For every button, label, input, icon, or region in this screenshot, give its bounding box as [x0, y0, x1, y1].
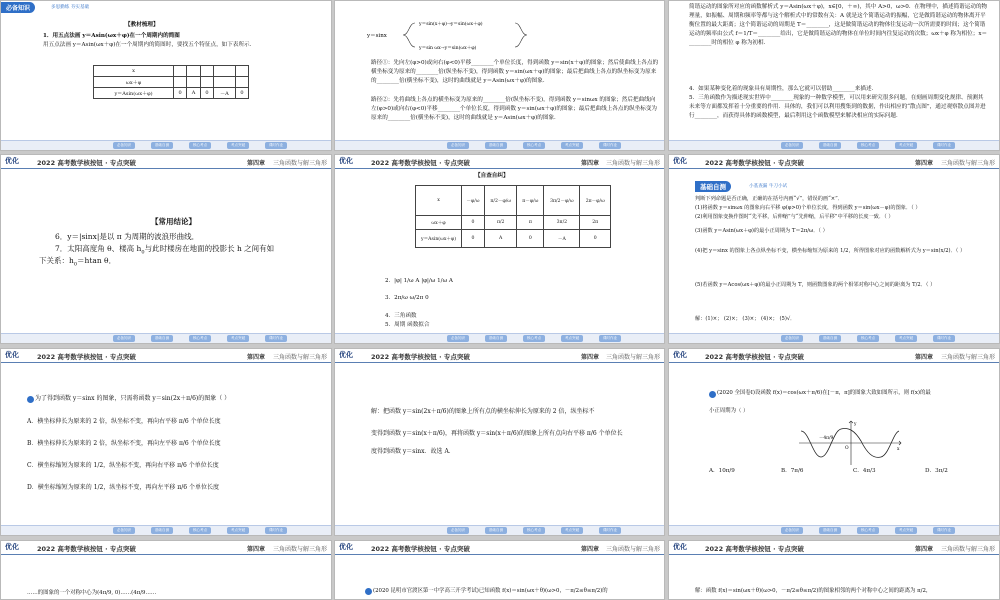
answer-2: 2．|φ| 1/ω A |φ|/ω 1/ω A: [385, 278, 453, 284]
nav-button[interactable]: 课时作业: [265, 527, 287, 534]
logo: 优化: [5, 542, 19, 551]
graph-label-x-axis: x: [897, 447, 900, 452]
slide-header: [1, 349, 331, 363]
option-b[interactable]: B．7π/6: [781, 468, 804, 474]
nav-button[interactable]: 课时作业: [933, 335, 955, 342]
heading: 【自查自纠】: [475, 173, 509, 179]
chapter: 第四章: [581, 160, 600, 167]
heading: 【教材梳理】: [125, 22, 159, 28]
nav-button[interactable]: 必备知识: [447, 335, 469, 342]
option-d[interactable]: D．横坐标缩短为原来的 1/2，纵坐标不变，再向左平移 π/6 个单位长度: [27, 484, 219, 491]
nav-button[interactable]: 基础自测: [151, 335, 173, 342]
deck-title: 2022 高考数学核按钮 · 专点突破: [371, 353, 470, 361]
footer-nav: [335, 525, 664, 535]
nav-button[interactable]: 核心考点: [857, 142, 879, 149]
nav-button[interactable]: 课时作业: [599, 142, 621, 149]
chapter-name: 三角函数与解三角形: [605, 354, 660, 361]
slide-2[interactable]: [334, 0, 665, 151]
slide-header: [669, 541, 999, 555]
logo: 优化: [5, 350, 19, 359]
footer-nav: [1, 140, 331, 150]
question-stem-cont: 小正周期为（ ）: [709, 408, 749, 414]
nav-button[interactable]: 课时作业: [599, 335, 621, 342]
nav-button[interactable]: 考点突破: [227, 527, 249, 534]
cosine-graph: [795, 417, 905, 469]
graph-label-y-axis: y: [854, 422, 857, 427]
answer-4: 4．三角函数: [385, 313, 417, 319]
five-point-table: x ωx＋φ y＝Asin(ωx＋φ) 0 A 0 －A 0: [93, 65, 249, 99]
deck-title: 2022 高考数学核按钮 · 专点突破: [705, 353, 804, 361]
path1-text: 路径①：先向左(φ>0)或向右(φ<0)平移________个单位长度，得到函数 y＝sin(x＋φ)的图象；然后使曲线上各点的横坐标变为原来的________倍(纵坐标不变)，得到函数 y＝sin(ωx＋φ)的图象；最后把曲线上各点的纵坐标变为原来的________倍(横坐标不变)，这时的曲线就是 y＝Asin(ωx＋φ)的图象．: [371, 60, 659, 84]
partial-solution: 解：函数 f(x)＝sin(ωx＋θ)(ω>0，－π/2≤θ≤π/2)的图象相邻的两个对称中心之间的距离为 π/2，: [695, 588, 932, 594]
graph-label-x-intercept: －4π/9: [819, 436, 834, 441]
chapter-name: 三角函数与解三角形: [605, 546, 660, 553]
nav-button[interactable]: 基础自测: [151, 142, 173, 149]
question-stem: (2020 全国卷Ⅰ)设函数 f(x)＝cos(ωx＋π/6)在[－π，π]的图象大致如图所示，则 f(x)的最: [717, 390, 931, 396]
nav-button[interactable]: 必备知识: [781, 335, 803, 342]
chapter-name: 三角函数与解三角形: [605, 160, 660, 167]
logo: 优化: [5, 156, 19, 165]
nav-button[interactable]: 考点突破: [895, 335, 917, 342]
nav-button[interactable]: 核心考点: [857, 335, 879, 342]
judge-intro: 判断下列命题是否正确，正确的在括号内画“√”，错误的画“×”．: [695, 196, 843, 202]
nav-button[interactable]: 核心考点: [857, 527, 879, 534]
nav-button[interactable]: 必备知识: [113, 335, 135, 342]
nav-button[interactable]: 基础自测: [485, 335, 507, 342]
logo: 优化: [339, 542, 353, 551]
question-number-badge: [709, 391, 716, 398]
deck-title: 2022 高考数学核按钮 · 专点突破: [705, 545, 804, 553]
solution-line-2: 变得到函数 y＝sin(x＋π/6)，再将函数 y＝sin(x＋π/6)的图象上所有点向右平移 π/6 个单位长: [371, 430, 623, 437]
item-text: 用五点法画 y＝Asin(ωx＋φ)在一个周期内的简图时，要找五个特征点，如下表所示．: [43, 42, 256, 48]
judge-q2: (2)利用图象变换作图时“先平移，后伸缩”与“先伸缩，后平移”中平移的长度一致．（ ）: [695, 214, 894, 220]
question-stem: 为了得到函数 y＝sinx 的图象，只需将函数 y＝sin(2x＋π/6)的图象（ ）: [35, 395, 231, 402]
nav-button[interactable]: 核心考点: [523, 335, 545, 342]
nav-button[interactable]: 基础自测: [485, 142, 507, 149]
nav-button[interactable]: 核心考点: [189, 142, 211, 149]
nav-button[interactable]: 必备知识: [781, 142, 803, 149]
nav-button[interactable]: 课时作业: [265, 335, 287, 342]
deck-title: 2022 高考数学核按钮 · 专点突破: [705, 159, 804, 167]
footer-nav: [1, 333, 331, 343]
logo: 优化: [673, 156, 687, 165]
diagram-label-top: y＝sin(x＋φ)→y＝sin(ωx＋φ): [419, 22, 483, 27]
diagram-label-bottom: y＝sin ωx→y＝sin(ωx＋φ): [419, 46, 477, 51]
nav-button[interactable]: 基础自测: [819, 335, 841, 342]
nav-button[interactable]: 考点突破: [227, 142, 249, 149]
deck-title: 2022 高考数学核按钮 · 专点突破: [37, 159, 136, 167]
logo: 优化: [673, 350, 687, 359]
slide-11[interactable]: [334, 540, 665, 600]
chapter: 第四章: [247, 160, 266, 167]
deck-title: 2022 高考数学核按钮 · 专点突破: [37, 545, 136, 553]
nav-button[interactable]: 基础自测: [819, 142, 841, 149]
conclusion-7-cont: 下关系：$h_0=htan$ θ．: [39, 256, 117, 268]
judge-answer: 解：(1)×； (2)×； (3)×； (4)×； (5)√．: [695, 316, 796, 322]
slide-4[interactable]: [0, 154, 332, 344]
slide-10[interactable]: [0, 540, 332, 600]
answer-3: 3．2π/ω ω/2π 0: [385, 295, 429, 301]
partial-text: ……的图象的一个对称中心为(4π/9, 0)……(4π/9……: [27, 590, 157, 596]
solution-line-3: 度得到函数 y＝sinx．故选 A．: [371, 448, 455, 455]
deck-title: 2022 高考数学核按钮 · 专点突破: [371, 545, 470, 553]
path2-text: 路径②：先将曲线上各点的横坐标变为原来的________倍(纵坐标不变)，得到函数 y＝sinωx 的图象；然后把曲线向左(φ>0)或向右(φ<0)平移________个单位长度，得到函数 y＝sin(ωx＋φ)的图象；最后把曲线上各点的纵坐标变为原来的________倍(横坐标不变)，这时的曲线就是 y＝Asin(ωx＋φ)的图象．: [371, 97, 658, 121]
answer-5: 5．周期 函数拟合: [385, 322, 430, 328]
harmonic-text: 简谐运动的图象所对应的函数解析式 y＝Asin(ωx＋φ)，x∈[0，＋∞)，其中 A>0，ω>0．在物理中，描述简谐运动的物理量，如振幅、周期和频率等都与这个解析式中的常数有关：A 就是这个简谐运动的振幅，它是做简谐运动的物体离开平衡位置的最大距离；这个简谐运动的周期是 T＝________，这是做简谐运动的物体往复运动一次所需要的时间；这个简谐运动的频率由公式 f＝1/T＝________给出，它是做简谐运动的物体在单位时间内往复运动的次数；ωx＋φ 称为相位；x＝________时的相位 φ 称为初相．: [689, 4, 988, 46]
nav-button[interactable]: 课时作业: [265, 142, 287, 149]
option-b[interactable]: B．横坐标伸长为原来的 2 倍，纵坐标不变，再向左平移 π/6 个单位长度: [27, 440, 221, 447]
chapter-name: 三角函数与解三角形: [940, 354, 995, 361]
nav-button[interactable]: 核心考点: [189, 335, 211, 342]
logo: 优化: [339, 350, 353, 359]
slide-9[interactable]: [668, 348, 1000, 536]
slide-header: [669, 155, 999, 169]
slide-header: [335, 155, 664, 169]
deck-title: 2022 高考数学核按钮 · 专点突破: [37, 353, 136, 361]
slide-7[interactable]: [0, 348, 332, 536]
conclusion-6: 6．y＝|sinx|是以 π 为周期的波浪形曲线．: [55, 232, 200, 241]
chapter: 第四章: [247, 546, 266, 553]
judge-q4: (4)把 y＝sinx 的图象上各点纵坐标不变，横坐标缩短为原来的 1/2，所得图象对应的函数解析式为 y＝sin(x/2)．（ ）: [695, 248, 966, 254]
section-tag-subtitle: 小基查漏 牛刀小试: [749, 184, 788, 189]
judge-q1: (1)将函数 y＝sinωx 的图象向右平移 φ(φ>0)个单位长度，得到函数 y＝sin(ωx－φ)的图象．（ ）: [695, 205, 921, 211]
chapter-name: 三角函数与解三角形: [272, 546, 327, 553]
chapter-name: 三角函数与解三角形: [940, 546, 995, 553]
nav-button[interactable]: 基础自测: [485, 527, 507, 534]
nav-button[interactable]: 考点突破: [227, 335, 249, 342]
footer-nav: [335, 140, 664, 150]
nav-button[interactable]: 核心考点: [523, 527, 545, 534]
nav-button[interactable]: 必备知识: [113, 527, 135, 534]
slide-header: [669, 349, 999, 363]
nav-button[interactable]: 基础自测: [819, 527, 841, 534]
footer-nav: [669, 525, 999, 535]
logo: 优化: [673, 542, 687, 551]
chapter: 第四章: [915, 354, 934, 361]
slide-3[interactable]: [668, 0, 1000, 151]
nav-button[interactable]: 必备知识: [447, 142, 469, 149]
question-number-badge: [27, 396, 34, 403]
chapter: 第四章: [581, 546, 600, 553]
slide-header: [1, 541, 331, 555]
footer-nav: [669, 333, 999, 343]
nav-button[interactable]: 考点突破: [561, 142, 583, 149]
chapter-name: 三角函数与解三角形: [272, 160, 327, 167]
partial-question: (2020 昆明市官渡区第一中学高三开学考试)已知函数 f(x)＝sin(ωx＋θ)(ω>0，－π/2≤θ≤π/2)的: [373, 588, 608, 594]
item4-text: 4．如果某种变化着的现象具有周期性，那么它就可以借助________来描述．: [689, 86, 878, 92]
footer-nav: [669, 140, 999, 150]
logo: 优化: [339, 156, 353, 165]
nav-button[interactable]: 必备知识: [113, 142, 135, 149]
slide-5[interactable]: [334, 154, 665, 344]
answer-table: x －φ/ω π/2－φ/ω π－φ/ω 3π/2－φ/ω 2π－φ/ω ωx＋φ 0 π/2 π 3π/2 2π y＝Asin(ωx＋φ) 0 A 0 －A 0: [415, 185, 611, 248]
nav-button[interactable]: 课时作业: [599, 527, 621, 534]
chapter-name: 三角函数与解三角形: [272, 354, 327, 361]
slide-header: [335, 349, 664, 363]
diagram-label-left: y＝sinx: [367, 33, 387, 39]
chapter: 第四章: [247, 354, 266, 361]
option-c[interactable]: C．横坐标缩短为原来的 1/2，纵坐标不变，再向右平移 π/6 个单位长度: [27, 462, 219, 469]
section-tag: 必备知识: [1, 2, 35, 13]
option-a[interactable]: A．10π/9: [709, 468, 735, 474]
conclusion-7: 7．太阳高度角 θ、楼高 $h_0$与此时楼房在地面的投影长 h 之间有如: [55, 244, 275, 256]
slide-header: [335, 541, 664, 555]
slide-12[interactable]: [668, 540, 1000, 600]
option-c[interactable]: C．4π/3: [853, 468, 876, 474]
nav-button[interactable]: 基础自测: [151, 527, 173, 534]
solution-line-1: 解：把函数 y＝sin(2x＋π/6)的图象上所有点的横坐标伸长为原来的 2 倍，纵坐标不: [371, 408, 595, 415]
slide-6[interactable]: [668, 154, 1000, 344]
nav-button[interactable]: 课时作业: [933, 527, 955, 534]
nav-button[interactable]: 课时作业: [933, 142, 955, 149]
nav-button[interactable]: 考点突破: [895, 142, 917, 149]
deck-title: 2022 高考数学核按钮 · 专点突破: [371, 159, 470, 167]
section-tag-subtitle: 多思勤练 夯实基础: [51, 5, 90, 10]
graph-label-origin: O: [845, 446, 849, 451]
footer-nav: [1, 525, 331, 535]
judge-q5: (5)若函数 y＝Acos(ωx＋φ)的最小正周期为 T，则函数图象的两个相邻对称中心之间的距离为 T/2．（ ）: [695, 282, 936, 288]
chapter: 第四章: [581, 354, 600, 361]
item-title: 1．用五点法画 y＝Asin(ωx＋φ)在一个周期内的简图: [43, 33, 180, 39]
nav-button[interactable]: 必备知识: [781, 527, 803, 534]
nav-button[interactable]: 必备知识: [447, 527, 469, 534]
item5-text: 5．三角函数作为描述现实世界中________现象的一种数学模型，可以用来研究很多问题，在刻画周期变化规律、预测其未来等方面都发挥着十分重要的作用．具体的，我们可以利用搜集到的数据，作出相应的“散点图”，通过观察散点图并进行________，而获得具体的函数模型，最后利用这个函数模型来解决相应的实际问题．: [689, 95, 986, 119]
heading: 【常用结论】: [151, 217, 196, 226]
nav-button[interactable]: 考点突破: [561, 335, 583, 342]
nav-button[interactable]: 考点突破: [895, 527, 917, 534]
question-number-badge: [365, 588, 372, 595]
option-d[interactable]: D．3π/2: [925, 468, 948, 474]
slide-header: [1, 155, 331, 169]
option-a[interactable]: A．横坐标伸长为原来的 2 倍，纵坐标不变，再向右平移 π/6 个单位长度: [27, 418, 221, 425]
slide-1[interactable]: [0, 0, 332, 151]
section-tag: 基础自测: [695, 181, 731, 192]
nav-button[interactable]: 核心考点: [523, 142, 545, 149]
chapter: 第四章: [915, 546, 934, 553]
judge-q3: (3)函数 y＝Asin(ωx＋φ)的最小正周期为 T＝2π/ω．（ ）: [695, 228, 828, 234]
chapter: 第四章: [915, 160, 934, 167]
transform-diagram: [365, 13, 565, 57]
chapter-name: 三角函数与解三角形: [940, 160, 995, 167]
footer-nav: [335, 333, 664, 343]
nav-button[interactable]: 考点突破: [561, 527, 583, 534]
slide-8[interactable]: [334, 348, 665, 536]
nav-button[interactable]: 核心考点: [189, 527, 211, 534]
